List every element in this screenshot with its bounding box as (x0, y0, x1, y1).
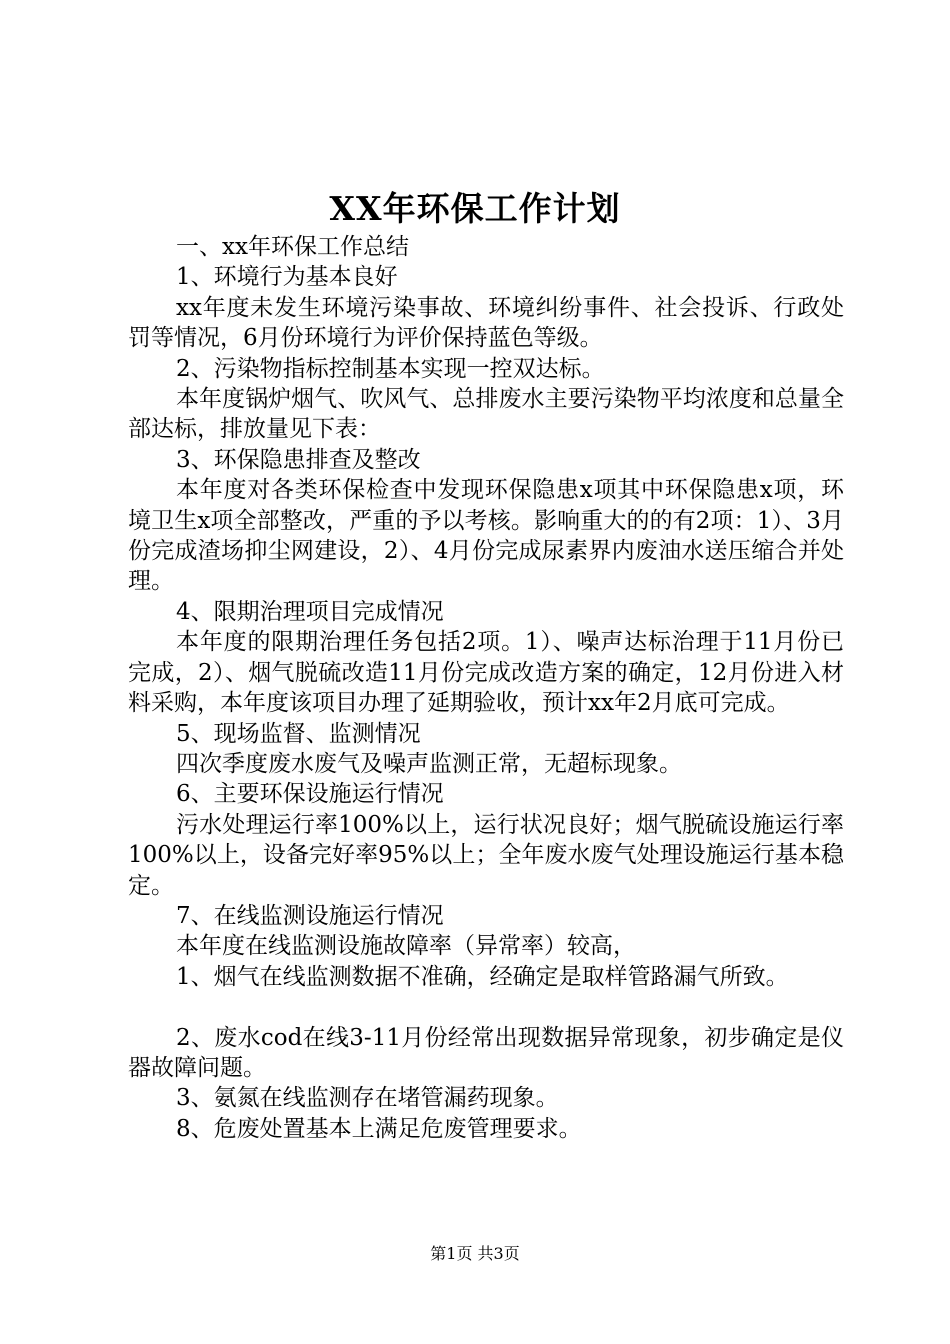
section-heading: 一、xx年环保工作总结 (176, 234, 409, 260)
document-body (128, 232, 844, 1144)
subsection-heading: 3、环保隐患排查及整改 (176, 446, 421, 473)
list-item: 3、氨氮在线监测存在堵管漏药现象。 (176, 1085, 559, 1112)
paragraph: 本年度对各类环保检查中发现环保隐患x项其中环保隐患x项，环境卫生x项全部整改，严重的予以考核。影响重大的的有2项：1）、3月份完成渣场抑尘网建设，2）、4月份完成尿素界内废油水送压缩合并处理。 (128, 477, 844, 595)
paragraph: 本年度在线监测设施故障率（异常率）较高， (176, 933, 636, 960)
document-title: XX年环保工作计划 (329, 189, 621, 228)
subsection-heading: 1、环境行为基本良好 (176, 264, 398, 291)
list-item: 1、烟气在线监测数据不准确，经确定是取样管路漏气所致。 (176, 963, 789, 990)
paragraph: xx年度未发生环境污染事故、环境纠纷事件、社会投诉、行政处罚等情况，6月份环境行为评价保持蓝色等级。 (128, 294, 844, 352)
list-item: 2、废水cod在线3-11月份经常出现数据异常现象，初步确定是仪器故障问题。 (128, 1024, 844, 1081)
subsection-heading: 8、危废处置基本上满足危废管理要求。 (176, 1115, 582, 1142)
subsection-heading: 5、现场监督、监测情况 (176, 720, 421, 747)
paragraph: 污水处理运行率100%以上，运行状况良好；烟气脱硫设施运行率100%以上，设备完好率95%以上；全年废水废气处理设施运行基本稳定。 (128, 811, 844, 899)
subsection-heading: 2、污染物指标控制基本实现一控双达标。 (176, 355, 605, 382)
subsection-heading: 4、限期治理项目完成情况 (176, 598, 444, 625)
subsection-heading: 6、主要环保设施运行情况 (176, 781, 444, 808)
paragraph: 四次季度废水废气及噪声监测正常，无超标现象。 (176, 750, 682, 777)
blank-line (128, 992, 844, 1022)
paragraph: 本年度的限期治理任务包括2项。1）、噪声达标治理于11月份已完成，2）、烟气脱硫改造11月份完成改造方案的确定，12月份进入材料采购，本年度该项目办理了延期验收，预计xx年2月底可完成。 (128, 629, 844, 717)
page-footer: 第1页 共3页 (430, 1244, 520, 1263)
subsection-heading: 7、在线监测设施运行情况 (176, 902, 444, 929)
paragraph: 本年度锅炉烟气、吹风气、总排废水主要污染物平均浓度和总量全部达标，排放量见下表： (128, 386, 844, 443)
